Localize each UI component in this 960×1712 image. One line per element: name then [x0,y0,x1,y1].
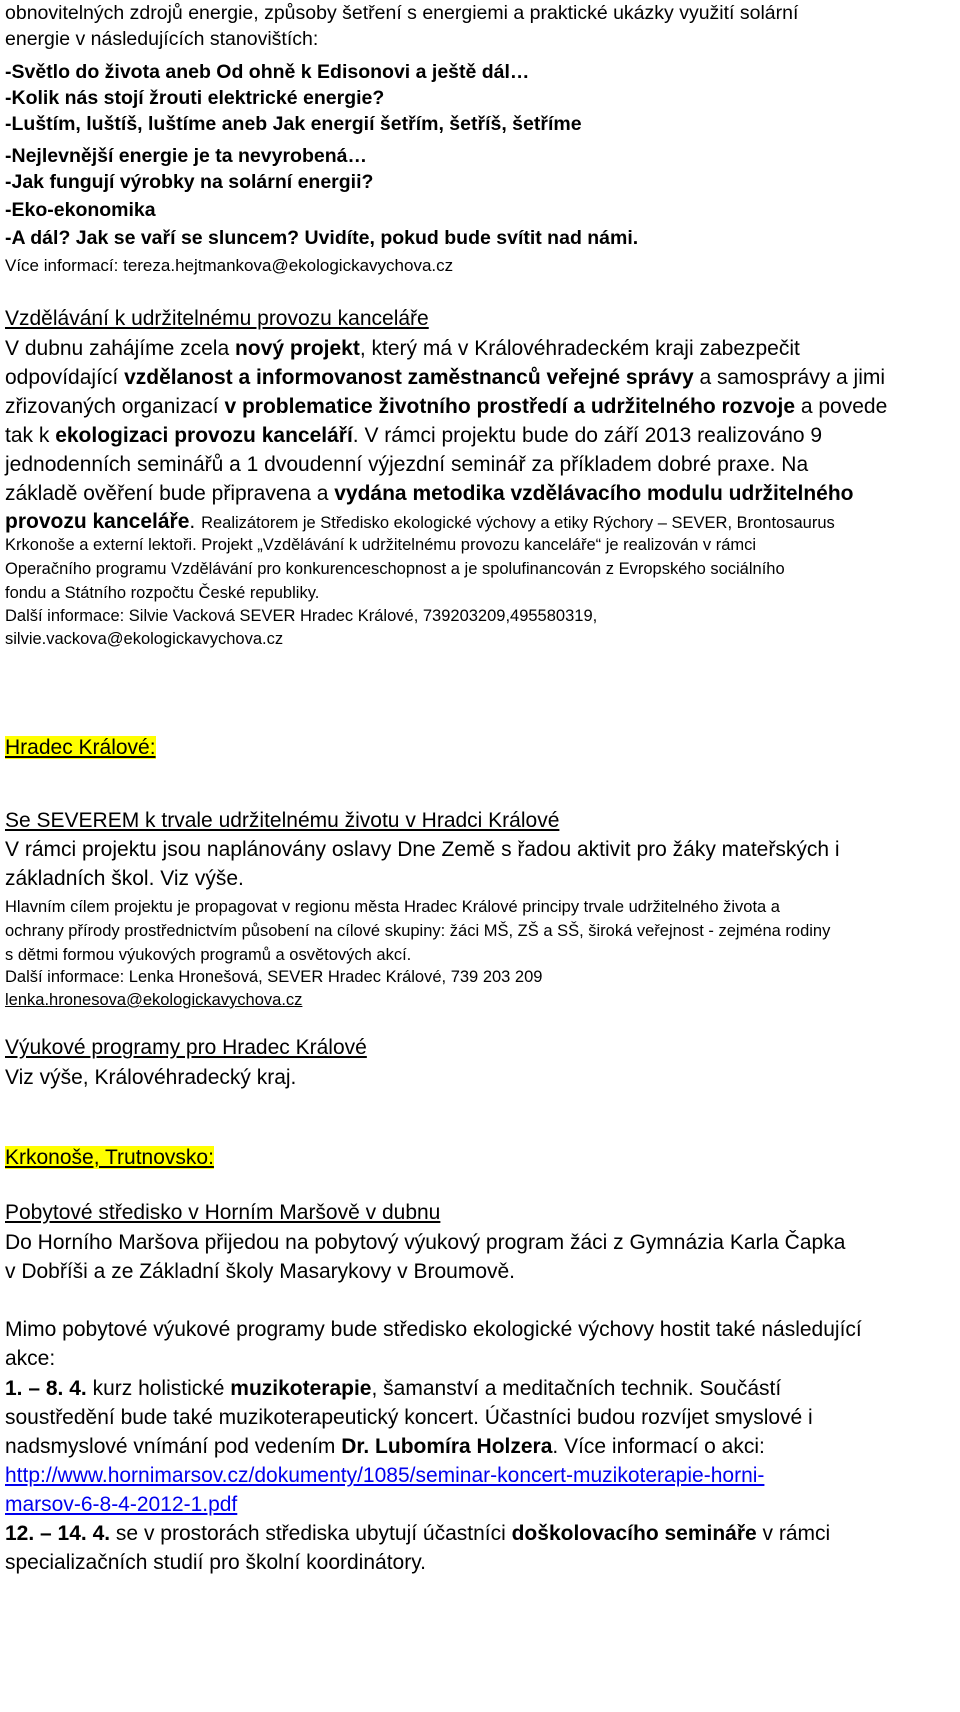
office-paragraph-line [5,424,822,448]
event-line [5,1435,765,1459]
hk-paragraph-line: V rámci projektu jsou naplánovány oslavy Dne Země s řadou aktivit pro žáky mateřských i [5,838,840,861]
text-bold: Dr. Lubomíra Holzera [341,1435,553,1458]
station-item: -Jak fungují výrobky na solární energii? [5,171,374,193]
event-link[interactable]: http://www.hornimarsov.cz/dokumenty/1085/seminar-koncert-muzikoterapie-horni- [5,1464,765,1487]
event-date: 12. – 14. 4. [5,1522,111,1545]
text: . [189,510,202,533]
hk-paragraph-line: základních škol. Viz výše. [5,867,244,890]
station-item: -Světlo do života aneb Od ohně k Edisonovi a ještě dál… [5,61,530,83]
text-bold: vzdělanost a informovanost zaměstnanců veřejné správy [124,366,694,389]
office-contact: Další informace: Silvie Vacková SEVER Hradec Králové, 739203209,495580319, [5,607,598,625]
office-paragraph-line [5,395,887,419]
text: . Více informací o akci: [552,1435,765,1458]
intro-contact: Více informací: tereza.hejtmankova@ekologickavychova.cz [5,256,454,275]
event-line: specializačních studií pro školní koordinátory. [5,1551,426,1574]
region-heading-hradec [5,736,156,760]
region-label: Krkonoše, Trutnovsko: [5,1146,214,1169]
station-item: -Luštím, luštíš, luštíme aneb Jak energií šetřím, šetříš, šetříme [5,113,582,135]
office-small-line: Krkonoše a externí lektoři. Projekt „Vzdělávání k udržitelnému provozu kanceláře“ je realizován v rámci [5,536,757,554]
text-bold: vydána metodika vzdělávacího modulu udržitelného [334,482,854,505]
event-line [5,1522,830,1546]
section-heading-marsov: Pobytové středisko v Horním Maršově v dubnu [5,1201,441,1224]
event-line: soustředění bude také muzikoterapeutický koncert. Účastníci budou rozvíjet smyslové i [5,1406,813,1429]
krk-paragraph-line: akce: [5,1347,56,1370]
text-small: Realizátorem je Středisko ekologické výchovy a etiky Rýchory – SEVER, Brontosaurus [201,514,835,532]
text: se v prostorách střediska ubytují účastníci [110,1522,512,1545]
intro-line: obnovitelných zdrojů energie, způsoby šetření s energiemi a praktické ukázky využití solární [5,2,799,24]
office-paragraph-line [5,337,800,361]
office-small-line: fondu a Státního rozpočtu České republiky. [5,584,320,602]
hk-email-link[interactable]: lenka.hronesova@ekologickavychova.cz [5,991,303,1009]
hk-programs-text: Viz výše, Královéhradecký kraj. [5,1066,297,1089]
hk-small-line: s dětmi formou výukových programů a osvětových akcí. [5,946,412,964]
office-email[interactable]: silvie.vackova@ekologickavychova.cz [5,630,284,648]
event-line [5,1377,781,1401]
text: V dubnu zahájíme zcela [5,337,235,360]
text-bold: ekologizaci provozu kanceláří [55,424,353,447]
krk-paragraph-line: Mimo pobytové výukové programy bude středisko ekologické výchovy hostit také následující [5,1318,862,1341]
region-heading-krkonose [5,1146,214,1170]
text: odpovídající [5,366,125,389]
intro-line: energie v následujících stanovištích: [5,28,319,50]
hk-small-line: Hlavním cílem projektu je propagovat v regionu města Hradec Králové principy trvale udržitelného života a [5,898,780,916]
hk-small-line: ochrany přírody prostřednictvím působení na cílové skupiny: žáci MŠ, ZŠ a SŠ, široká veřejnost - zejména rodiny [5,922,831,940]
text: tak k [5,424,56,447]
office-paragraph-line [5,510,835,534]
text: kurz holistické [86,1377,231,1400]
office-paragraph-line [5,482,854,506]
section-heading-hk-programs: Výukové programy pro Hradec Králové [5,1036,367,1059]
event-link[interactable]: marsov-6-8-4-2012-1.pdf [5,1493,238,1516]
text-bold: v problematice životního prostředí a udržitelného rozvoje [224,395,796,418]
text: , který má v Královéhradeckém kraji zabezpečit [359,337,800,360]
text: a samosprávy a jimi [693,366,886,389]
station-item: -Kolik nás stojí žrouti elektrické energie? [5,87,385,109]
krk-paragraph-line: v Dobříši a ze Základní školy Masarykovy v Broumově. [5,1260,516,1283]
text: , šamanství a meditačních technik. Součástí [371,1377,782,1400]
hk-contact: Další informace: Lenka Hronešová, SEVER Hradec Králové, 739 203 209 [5,968,543,986]
text: nadsmyslové vnímání pod vedením [5,1435,342,1458]
text-bold: provozu kanceláře [5,510,190,533]
event-date: 1. – 8. 4. [5,1377,87,1400]
text: a povede [795,395,888,418]
region-label: Hradec Králové: [5,736,156,759]
section-heading-office: Vzdělávání k udržitelnému provozu kanceláře [5,307,429,330]
section-heading-hk: Se SEVEREM k trvale udržitelnému životu v Hradci Králové [5,809,560,832]
office-paragraph-line: jednodenních seminářů a 1 dvoudenní výjezdní seminář za příkladem dobré praxe. Na [5,453,809,476]
office-paragraph-line [5,366,885,390]
text: zřizovaných organizací [5,395,225,418]
station-item: -Nejlevnější energie je ta nevyrobená… [5,145,367,167]
station-item: -Eko-ekonomika [5,199,156,221]
text-bold: nový projekt [234,337,360,360]
text: v rámci [756,1522,831,1545]
office-small-line: Operačního programu Vzdělávání pro konkurenceschopnost a je spolufinancován z Evropského sociálního [5,560,785,578]
text: . V rámci projektu bude do září 2013 realizováno 9 [352,424,823,447]
text-bold: doškolovacího semináře [511,1522,757,1545]
station-item: -A dál? Jak se vaří se sluncem? Uvidíte, pokud bude svítit nad námi. [5,227,639,249]
text: základě ověření bude připravena a [5,482,335,505]
text-bold: muzikoterapie [230,1377,372,1400]
krk-paragraph-line: Do Horního Maršova přijedou na pobytový výukový program žáci z Gymnázia Karla Čapka [5,1231,846,1254]
